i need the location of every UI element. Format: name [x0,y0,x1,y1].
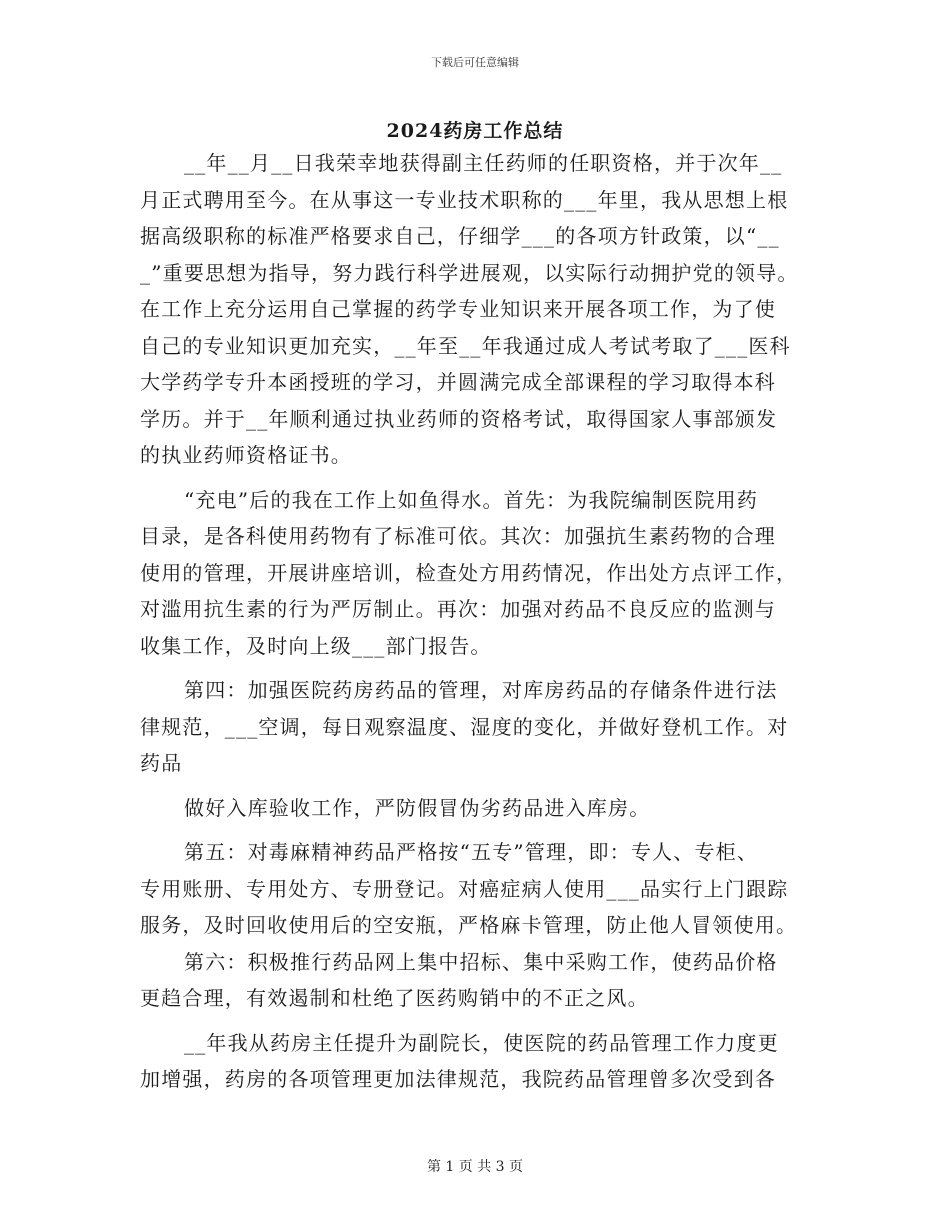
text-line: __年我从药房主任提升为副院长，使医院的药品管理工作力度更 [184,1030,779,1055]
text-line: 加增强，药房的各项管理更加法律规范，我院药品管理曾多次受到各 [140,1067,776,1091]
text-line: 做好入库验收工作，严防假冒伪劣药品进入库房。 [184,795,651,820]
paragraph [140,834,820,944]
text-line: 对滥用抗生素的行为严厉制止。再次：加强对药品不良反应的监测与 [140,597,776,621]
text-line: 更趋合理，有效遏制和杜绝了医药购销中的不正之风。 [140,986,649,1010]
paragraph [140,790,820,827]
text-line: 第四：加强医院药房药品的管理，对库房药品的存储条件进行法 [184,678,778,702]
text-line: 第六：积极推行药品网上集中招标、集中采购工作，使药品价格 [184,949,778,974]
paragraph [140,482,820,665]
text-line: “充电”后的我在工作上如鱼得水。首先：为我院编制医院用药 [184,487,759,512]
text-line: _”重要思想为指导，努力践行科学进展观，以实际行动拥护党的领导。 [140,260,799,285]
text-line: 在工作上充分运用自己掌握的药学专业知识来开展各项工作，为了使 [140,297,776,321]
text-line: 自己的专业知识更加充实，__年至__年我通过成人考试考取了___医科 [140,333,791,358]
text-line: 服务，及时回收使用后的空安瓶，严格麻卡管理，防止他人冒领使用。 [140,913,798,937]
text-line: 学历。并于__年顺利通过执业药师的资格考试，取得国家人事部颁发 [140,406,778,431]
text-line: 律规范，___空调，每日观察温度、湿度的变化，并做好登机工作。对 [140,714,789,739]
text-line: 第五：对毒麻精神药品严格按“五专”管理，即：专人、专柜、 [184,840,759,864]
text-line: 大学药学专升本函授班的学习，并圆满完成全部课程的学习取得本科 [140,370,776,394]
paragraph [140,672,820,782]
text-line: 月正式聘用至今。在从事这一专业技术职称的___年里，我从思想上根 [140,187,789,212]
text-line: 目录，是各科使用药物有了标准可依。其次：加强抗生素药物的合理 [140,524,776,548]
page-number-footer: 第 1 页 共 3 页 [426,1159,524,1175]
text-line: __年__月__日我荣幸地获得副主任药师的任职资格，并于次年__ [184,151,783,175]
text-line: 专用账册、专用处方、专册登记。对癌症病人使用___品实行上门跟踪 [140,876,789,901]
text-line: 药品 [140,751,183,775]
document-title: 2024药房工作总结 [386,120,564,142]
text-line: 使用的管理，开展讲座培训，检查处方用药情况，作出处方点评工作， [140,560,798,585]
header-note: 下载后可任意编辑 [431,56,519,69]
document-body [140,145,820,1098]
text-line: 据高级职称的标准严格要求自己，仔细学___的各项方针政策，以“__ [140,224,780,248]
text-line: 收集工作，及时向上级___部门报告。 [140,633,492,658]
text-line: 的执业药师资格证书。 [140,443,352,467]
paragraph [140,1025,820,1098]
paragraph [140,145,820,474]
paragraph [140,944,820,1017]
